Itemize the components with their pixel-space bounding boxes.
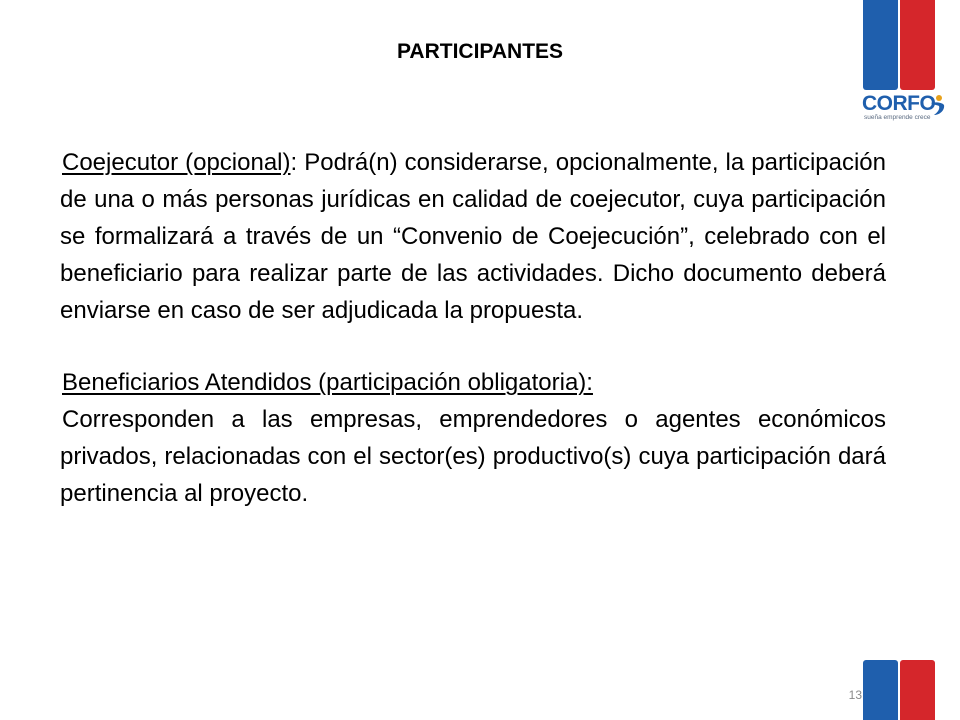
corfo-figure-icon <box>928 94 946 116</box>
logo-tagline: sueña emprende crece <box>864 114 931 121</box>
paragraph-spacer <box>60 329 886 364</box>
logo-wordmark: CORFO <box>862 92 936 115</box>
page-number: 13 <box>848 688 862 702</box>
flag-blue-stripe <box>863 660 898 720</box>
chilean-flag-stripes-bottom <box>863 660 935 720</box>
coejecutor-paragraph <box>60 144 886 329</box>
coejecutor-heading: Coejecutor (opcional) <box>62 149 291 176</box>
beneficiarios-heading: Beneficiarios Atendidos (participación obligatoria): <box>62 369 593 396</box>
corfo-logo <box>862 92 948 128</box>
page-title: PARTICIPANTES <box>396 40 564 63</box>
coejecutor-text: Podrá(n) considerarse, opcionalmente, la participación de una o más personas jurídicas en calidad de coejecutor, cuya participación se formalizará a través de un “Convenio de Coejecución”, celebrado con el beneficiario para realizar parte de las actividades. Dicho documento deberá enviarse en caso de ser adjudicada la propuesta. <box>60 149 887 324</box>
coejecutor-heading-colon: : <box>290 149 298 176</box>
beneficiarios-text: Corresponden a las empresas, emprendedores o agentes económicos privados, relacionadas con el sector(es) productivo(s) cuya participación dará pertinencia al proyecto. <box>60 406 886 507</box>
beneficiarios-paragraph <box>60 401 886 512</box>
beneficiarios-heading-line <box>60 364 886 401</box>
slide-body <box>60 144 886 512</box>
flag-red-stripe <box>900 660 935 720</box>
